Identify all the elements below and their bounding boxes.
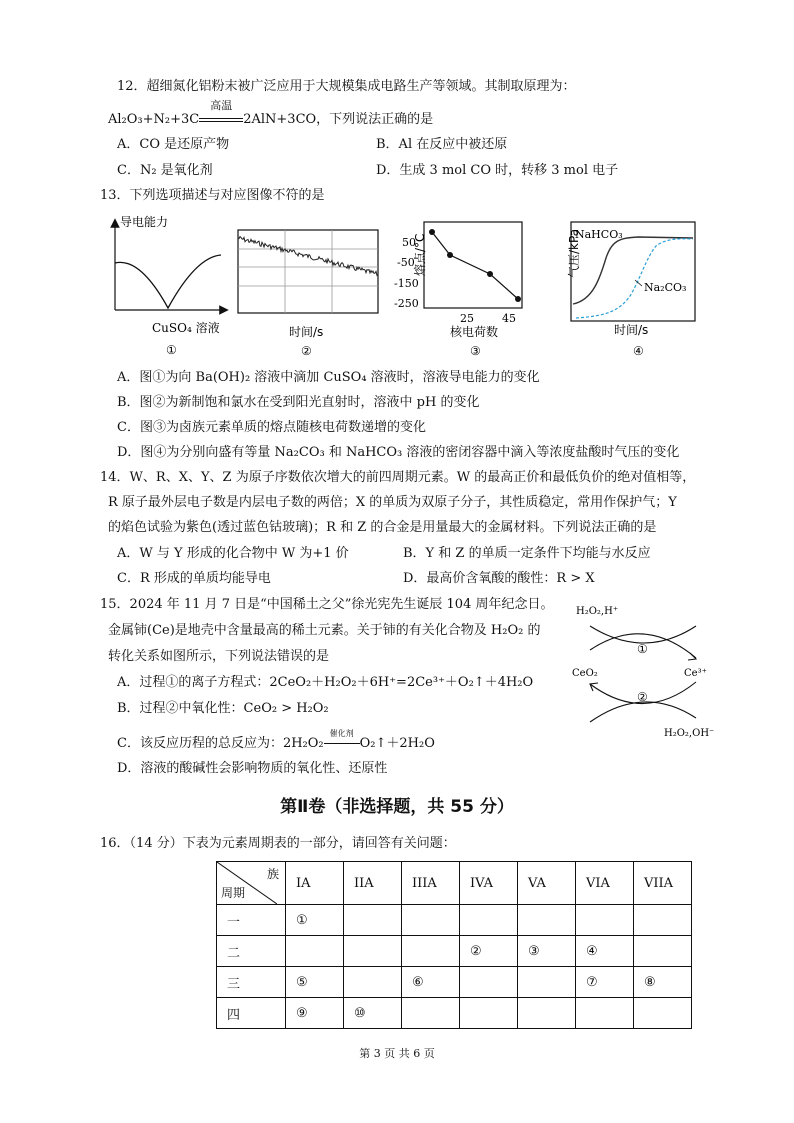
fig3-frame [424,222,522,308]
q12-stem: 12．超细氮化铝粉末被广泛应用于大规模集成电路生产等领域。其制取原理为： [117,79,576,94]
fig4-ylabel: 气压/kPa [567,228,581,278]
q15-option-a[interactable]: A．过程①的离子方程式：2CeO₂＋H₂O₂＋6H⁺=2Ce³⁺＋O₂↑＋4H₂O [117,675,534,690]
diagram-top-label: H₂O₂,H⁺ [576,606,619,617]
q12-eq-arrow [199,99,243,129]
q14-option-b[interactable]: B．Y 和 Z 的单质一定条件下均能与水反应 [403,546,651,561]
q14-line1: 14．W、R、X、Y、Z 为原子序数依次增大的前四周期元素。W 的最高正价和最低负价的绝对值相等， [100,470,696,485]
q13-option-b[interactable]: B．图②为新制饱和氯水在受到阳光直射时，溶液中 pH 的变化 [117,395,480,410]
table-row [217,936,692,967]
table-row [217,905,692,936]
q15-c-arrow [324,729,360,753]
table-cell [402,998,460,1029]
diagram-step1: ① [637,642,648,656]
periodic-table [216,861,692,1029]
table-cell [634,905,692,936]
fig1-xlabel: CuSO₄ 溶液 [152,321,220,335]
q12-equation [108,99,434,129]
q15-cycle-diagram [568,598,718,748]
table-cell: ③ [518,936,576,967]
q12-eq-right: 2AlN+3CO，下列说法正确的是 [243,112,434,127]
fig1-ylabel: 导电能力 [120,215,169,229]
q12-option-d[interactable]: D．生成 3 mol CO 时，转移 3 mol 电子 [376,163,619,178]
fig3-point [487,271,493,277]
q15-c-condition: 催化剂 [329,729,354,738]
group-header: IIA [344,862,402,905]
table-cell [634,998,692,1029]
table-cell [402,936,460,967]
group-header: IA [286,862,344,905]
diagram-step2: ② [637,690,648,704]
fig3-xtick: 45 [502,312,516,325]
fig4-series1-label: NaHCO₃ [575,228,623,241]
group-header: IIIA [402,862,460,905]
group-header: VIIA [634,862,692,905]
fig3-caption: ③ [470,344,481,358]
q12-option-b[interactable]: B．Al 在反应中被还原 [376,137,508,152]
q13-option-d[interactable]: D．图④为分别向盛有等量 Na₂CO₃ 和 NaHCO₃ 溶液的密闭容器中滴入等浓度盐酸时气压的变化 [117,445,680,460]
fig1-caption: ① [166,343,177,357]
group-header: VIA [576,862,634,905]
table-cell [460,998,518,1029]
corner-period-label: 周期 [221,886,246,900]
table-cell [460,905,518,936]
diagram-right-node: Ce³⁺ [684,668,707,679]
q12-eq-condition: 高温 [210,99,233,112]
fig3-point [429,229,435,235]
q14-option-a[interactable]: A．W 与 Y 形成的化合物中 W 为+1 价 [117,546,349,561]
q15-option-d[interactable]: D．溶液的酸碱性会影响物质的氧化性、还原性 [117,761,388,776]
table-cell: ⑧ [634,967,692,998]
table-cell: ⑥ [402,967,460,998]
q14-line3: 的焰色试验为紫色(透过蓝色钴玻璃)；R 和 Z 的合金是用量最大的金属材料。下列说法正确的是 [108,520,657,535]
fig3-point [447,252,453,258]
section-title: 第Ⅱ卷（非选择题，共 55 分） [280,797,514,817]
table-header-row [217,862,692,905]
q13-option-c[interactable]: C．图③为卤族元素单质的熔点随核电荷数递增的变化 [117,420,426,435]
table-cell: ① [286,905,344,936]
fig2-caption: ② [301,344,312,358]
fig3-ytick: 50 [402,236,416,249]
fig4-series2-label: Na₂CO₃ [644,281,687,294]
q15-c-right: O₂↑＋2H₂O [359,736,435,751]
fig3-ylabel: 熔点/°C [413,233,427,276]
q15-line2: 金属铈(Ce)是地壳中含量最高的稀土元素。关于铈的有关化合物及 H₂O₂ 的 [108,623,541,638]
diagram-bottom-label: H₂O₂,OH⁻ [664,728,715,739]
fig3-ytick: -150 [394,277,419,290]
table-cell: ⑦ [576,967,634,998]
table-row [217,998,692,1029]
table-cell [576,905,634,936]
q15-line3: 转化关系如图所示，下列说法错误的是 [108,649,330,664]
period-label: 四 [217,998,286,1029]
fig3-xlabel: 核电荷数 [450,325,499,339]
q15-option-c[interactable] [117,729,435,753]
table-cell: ④ [576,936,634,967]
table-corner-cell [217,862,286,905]
table-cell [518,998,576,1029]
table-cell: ⑩ [344,998,402,1029]
q13-figure-2 [236,226,386,360]
page-footer: 第 3 页 共 6 页 [359,1047,435,1060]
table-cell [344,967,402,998]
group-header: IVA [460,862,518,905]
q15-c-left: C．该反应历程的总反应为：2H₂O₂ [117,736,324,751]
table-cell [286,936,344,967]
table-row [217,967,692,998]
q13-figure-4 [548,218,708,360]
fig3-ytick: -250 [394,297,419,310]
fig3-xtick: 25 [460,312,474,325]
period-label: 三 [217,967,286,998]
q13-figure-1 [100,205,230,360]
fig4-xlabel: 时间/s [614,323,649,337]
table-cell: ⑤ [286,967,344,998]
q15-option-b[interactable]: B．过程②中氧化性：CeO₂ > H₂O₂ [117,701,329,716]
fig3-point [515,296,521,302]
corner-group-label: 族 [266,867,279,881]
period-label: 二 [217,936,286,967]
table-cell: ② [460,936,518,967]
group-header: VA [518,862,576,905]
fig1-curve [115,255,221,308]
table-cell [576,998,634,1029]
q15-line1: 15．2024 年 11 月 7 日是“中国稀土之父”徐光宪先生诞辰 104 周年纪念日。 [100,597,554,612]
q13-option-a[interactable]: A．图①为向 Ba(OH)₂ 溶液中滴加 CuSO₄ 溶液时，溶液导电能力的变化 [117,370,540,385]
q14-line2: R 原子最外层电子数是内层电子数的两倍；X 的单质为双原子分子，其性质稳定，常用作保护气；Y [108,495,677,510]
fig4-caption: ④ [633,344,644,358]
table-cell [518,967,576,998]
fig2-xlabel: 时间/s [289,325,324,339]
table-cell [344,905,402,936]
table-cell [344,936,402,967]
fig3-ytick: -50 [397,256,415,269]
period-label: 一 [217,905,286,936]
q13-figure-3 [392,218,527,360]
q12-eq-left: Al₂O₃+N₂+3C [108,112,200,127]
q14-option-d[interactable]: D．最高价含氧酸的酸性：R > X [403,571,595,586]
q16-stem: 16．（14 分）下表为元素周期表的一部分，请回答有关问题： [100,836,456,851]
q12-option-c[interactable]: C．N₂ 是氧化剂 [117,163,213,178]
diagram-bottom-arc [590,702,696,722]
table-cell [634,936,692,967]
table-cell [402,905,460,936]
q12-option-a[interactable]: A．CO 是还原产物 [117,137,230,152]
table-cell [518,905,576,936]
table-cell: ⑨ [286,998,344,1029]
diagram-left-node: CeO₂ [572,668,598,679]
q14-option-c[interactable]: C．R 形成的单质均能导电 [117,571,271,586]
table-cell [460,967,518,998]
q13-stem: 13．下列选项描述与对应图像不符的是 [100,188,325,203]
